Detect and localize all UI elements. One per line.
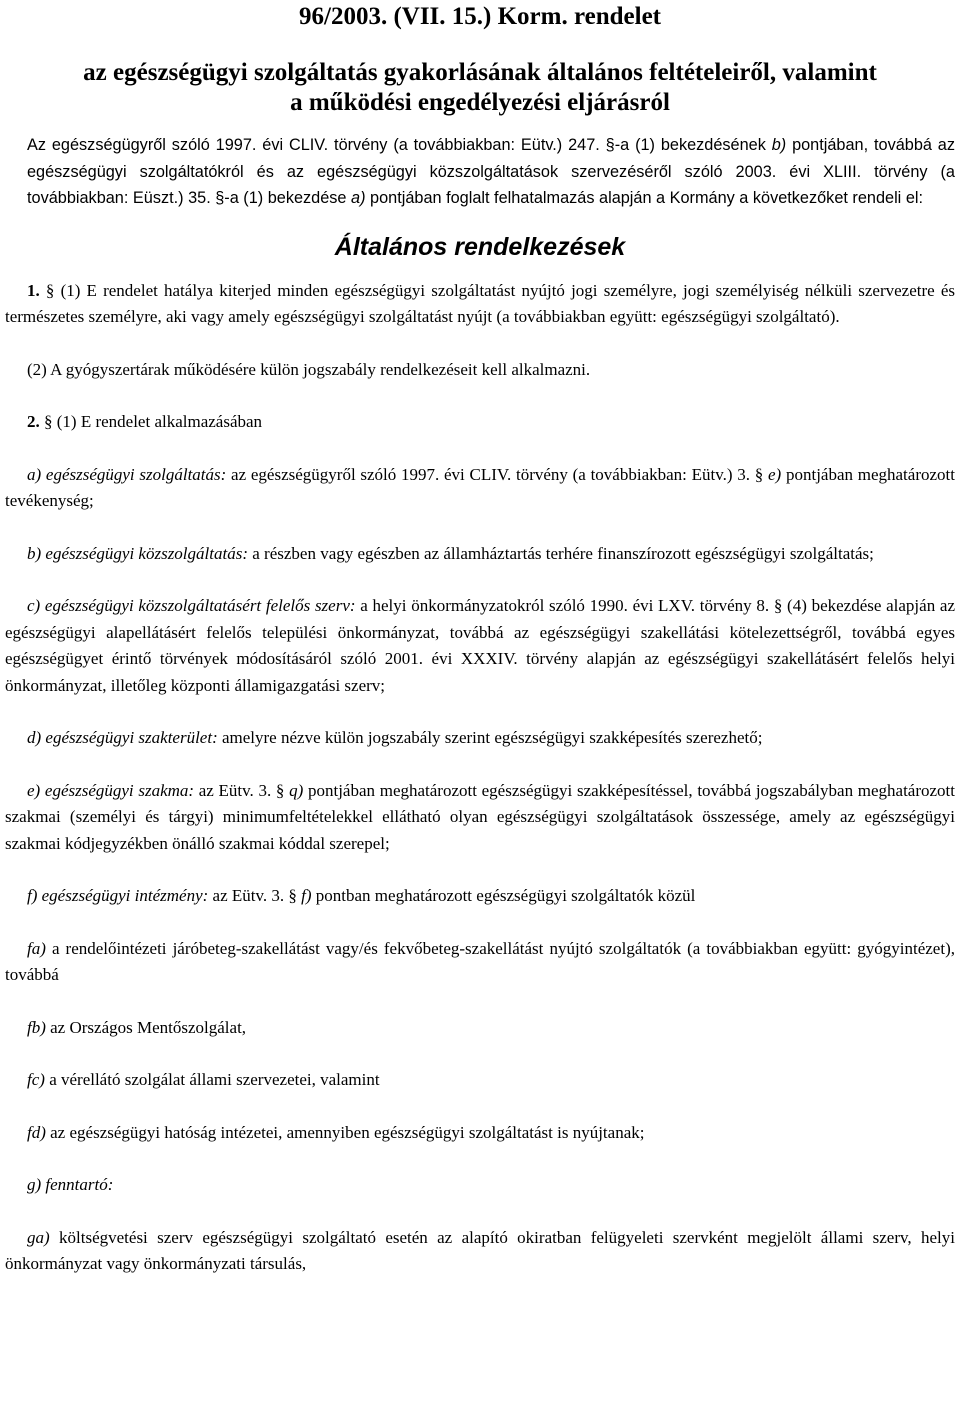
paragraph-1-1-text: § (1) E rendelet hatálya kiterjed minden egészségügyi szolgáltatást nyújtó jogi személyre, jogi személyiség nélküli szervezetre és természetes személyre, aki vagy amely egészségügyi szolgáltatást nyújt (a továbbiakban együtt: egészségügyi szolgáltató). [5,280,955,326]
section-heading: Általános rendelkezések [334,232,626,261]
definition-ga-term: ga) [27,1227,50,1247]
section-number-2: 2. [27,412,40,431]
preamble-text-2: pontjában, továbbá az egészségügyi szolgáltatókról és az egészségügyi közszolgáltatások szervezéséről szóló 2003. évi XLIII. törvény (a továbbiakban: Eüszt.) 35. §-a (1) bekezdése [27,136,955,207]
definition-fa-term: fa) [27,938,46,958]
definition-e-ref: q) [289,780,304,800]
definition-a-term: a) egészségügyi szolgáltatás: [27,464,227,484]
definition-fc-text: a vérellátó szolgálat állami szervezetei, valamint [44,1070,380,1089]
document-subtitle-line-2: a működési engedélyezési eljárásról [290,89,670,116]
definition-b-term: b) egészségügyi közszolgáltatás: [27,543,248,563]
definition-e-term: e) egészségügyi szakma: [27,780,195,800]
definition-fb-text: az Országos Mentőszolgálat, [45,1017,247,1037]
definition-d-text: amelyre nézve külön jogszabály szerint egészségügyi szakképesítés szerezhető; [217,728,763,747]
definition-fb-term: fb) [27,1017,46,1037]
definition-fc [5,1067,955,1094]
definition-c-term: c) egészségügyi közszolgáltatásért felelős szerv: [27,596,356,615]
definition-f-ref: f) [301,886,312,905]
definition-c-text: a helyi önkormányzatokról szóló 1990. évi LXV. törvény 8. § (4) bekezdése alapján az egészségügyi alapellátásért felelős települési önkormányzat, továbbá az egészségügyi szakellátási kötelezettségről, továbbá egyes egészségügyet érintő törvények módosításáról szóló 2001. évi XXXIV. törvény alapján az egészségügyi szakellátásért felelős helyi önkormányzat, illetőleg központi államigazgatási szerv; [5,596,955,695]
definition-d-term: d) egészségügyi szakterület: [27,728,218,747]
definition-a-ref: e) [768,464,782,484]
definition-ga [5,1225,955,1278]
definition-fd-term: fd) [27,1122,46,1142]
paragraph-1-2: (2) A gyógyszertárak működésére külön jogszabály rendelkezéseit kell alkalmazni. [27,359,591,379]
definition-e-text-2: pontjában meghatározott egészségügyi szakképesítéssel, továbbá jogszabályban meghatározott szakmai (személyi és tárgyi) minimumfeltételekkel ellátható olyan egészségügyi szolgáltatások összessége, amely az egészségügyi szakmai kódjegyzékben önálló szakmai kóddal szerepel; [5,780,955,853]
definition-f [5,883,955,910]
definition-c [5,593,955,699]
definition-fa [5,936,955,989]
preamble [5,132,955,212]
definition-g [5,1172,955,1199]
definition-g-term: g) fenntartó: [27,1175,114,1194]
paragraph-2-1-text: § (1) E rendelet alkalmazásában [39,412,263,431]
definition-fd-text: az egészségügyi hatóság intézetei, amennyiben egészségügyi szolgáltatást is nyújtanak; [45,1122,645,1142]
paragraph-1-1 [5,278,955,331]
definition-a-text-1: az egészségügyről szóló 1997. évi CLIV. törvény (a továbbiakban: Eütv.) 3. § [226,464,769,484]
definition-d [5,725,955,752]
preamble-text-3: pontjában foglalt felhatalmazás alapján a Kormány a következőket rendeli el: [365,189,924,207]
preamble-ref-a: a) [351,189,366,207]
preamble-text-1: Az egészségügyről szóló 1997. évi CLIV. törvény (a továbbiakban: Eütv.) 247. §-a (1) bekezdésének [27,136,772,154]
section-number-1: 1. [27,280,40,300]
definition-a [5,462,955,515]
definition-fa-text: a rendelőintézeti járóbeteg-szakellátást vagy/és fekvőbeteg-szakellátást nyújtó szolgáltatók (a továbbiakban együtt: gyógyintézet), továbbá [5,938,955,984]
document-title: 96/2003. (VII. 15.) Korm. rendelet [299,3,661,30]
paragraph-2-1 [5,409,955,436]
definition-fc-term: fc) [27,1070,45,1089]
definition-a-text-2: pontjában meghatározott tevékenység; [5,464,955,510]
definition-fb [5,1015,955,1042]
document-subtitle-line-1: az egészségügyi szolgáltatás gyakorlásának általános feltételeiről, valamint [83,59,877,86]
definition-f-term: f) egészségügyi intézmény: [27,886,209,905]
definition-e [5,778,955,858]
definition-e-text-1: az Eütv. 3. § [194,780,290,800]
definition-b [5,541,955,568]
definition-f-text-2: pontban meghatározott egészségügyi szolgáltatók közül [311,886,696,905]
definition-b-text: a részben vagy egészben az államháztartás terhére finanszírozott egészségügyi szolgáltatás; [247,543,874,563]
definition-f-text-1: az Eütv. 3. § [208,886,302,905]
definition-fd [5,1120,955,1147]
preamble-ref-b: b) [771,136,787,154]
definition-ga-text: költségvetési szerv egészségügyi szolgáltató esetén az alapító okiratban felügyeleti szervként megjelölt állami szerv, helyi önkormányzat vagy önkormányzati társulás, [5,1227,955,1273]
